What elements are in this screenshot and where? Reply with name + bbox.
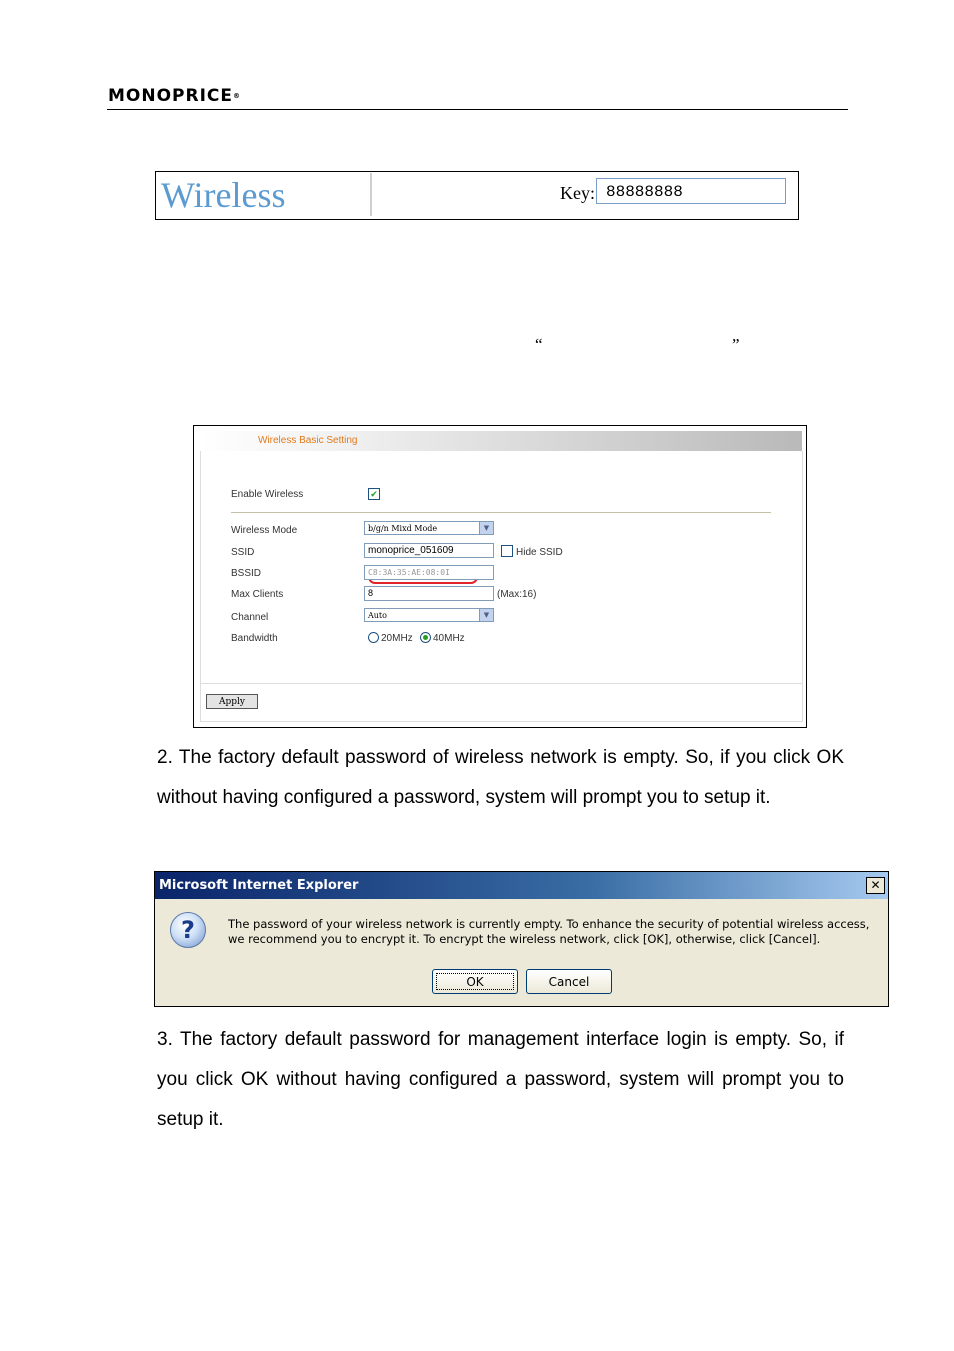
max-clients-input[interactable]: 8 — [364, 586, 494, 601]
monoprice-logo — [108, 86, 241, 106]
paragraph-3: 3. The factory default password for management interface login is empty. So, if you click OK without having configured a password, system will prompt you to setup it. — [157, 1029, 844, 1130]
ssid-label: SSID — [231, 547, 255, 558]
max-clients-hint: (Max:16) — [497, 589, 537, 600]
dialog-title: Microsoft Internet Explorer — [159, 878, 359, 893]
question-icon: ? — [170, 912, 206, 948]
bandwidth-20-label: 20MHz — [381, 633, 413, 644]
bandwidth-label: Bandwidth — [231, 633, 278, 644]
paragraph-2: 2. The factory default password of wireless network is empty. So, if you click OK without having configured a password, system will prompt you to setup it. — [157, 747, 844, 808]
ie-password-dialog — [154, 871, 889, 1007]
channel-label: Channel — [231, 612, 269, 623]
chevron-down-icon[interactable]: ▼ — [479, 522, 493, 534]
close-icon[interactable]: ✕ — [866, 877, 885, 894]
enable-wireless-label: Enable Wireless — [231, 489, 304, 500]
bssid-field: C8:3A:35:AE:08:0I — [364, 565, 494, 580]
footer-divider — [201, 683, 802, 684]
key-label: Key: — [560, 183, 595, 203]
wireless-title: Wireless — [161, 175, 286, 215]
bssid-label: BSSID — [231, 568, 262, 579]
panel-title: Wireless Basic Setting — [258, 435, 358, 446]
panel-body — [200, 451, 803, 722]
wireless-key-panel — [155, 171, 799, 220]
bandwidth-40-radio[interactable] — [420, 632, 431, 643]
open-quote: “ — [535, 335, 543, 354]
close-quote: ” — [732, 335, 740, 354]
bandwidth-40-label: 40MHz — [433, 633, 465, 644]
wireless-mode-select[interactable] — [364, 521, 494, 535]
bandwidth-20-radio[interactable] — [368, 632, 379, 643]
ok-button[interactable]: OK — [432, 969, 518, 994]
header-rule — [107, 109, 848, 110]
panel-divider — [370, 173, 372, 216]
key-field[interactable]: 88888888 — [596, 178, 786, 204]
dialog-message: The password of your wireless network is currently empty. To enhance the security of potential wireless access, we recommend you to encrypt it. To encrypt the wireless network, click [OK], otherwise, click [Cancel]. — [228, 917, 870, 946]
logo-text: MONOPRICE — [108, 86, 234, 106]
apply-button[interactable]: Apply — [206, 694, 258, 709]
enable-wireless-checkbox[interactable]: ✔ — [368, 488, 380, 500]
max-clients-label: Max Clients — [231, 589, 284, 600]
wireless-basic-setting-panel — [193, 425, 807, 728]
panel-title-bar — [200, 431, 802, 451]
dialog-title-bar — [155, 872, 888, 899]
section-divider — [231, 512, 771, 513]
chevron-down-icon[interactable]: ▼ — [479, 609, 493, 621]
logo-registered-mark: ® — [233, 92, 242, 100]
hide-ssid-checkbox[interactable] — [501, 545, 513, 557]
cancel-button[interactable]: Cancel — [526, 969, 612, 994]
channel-select[interactable] — [364, 608, 494, 622]
hide-ssid-label: Hide SSID — [516, 547, 563, 558]
ssid-input[interactable]: monoprice_051609 — [364, 543, 494, 558]
channel-value: Auto — [368, 611, 387, 620]
wireless-mode-label: Wireless Mode — [231, 525, 298, 536]
wireless-mode-value: b/g/n Mixd Mode — [368, 524, 438, 533]
